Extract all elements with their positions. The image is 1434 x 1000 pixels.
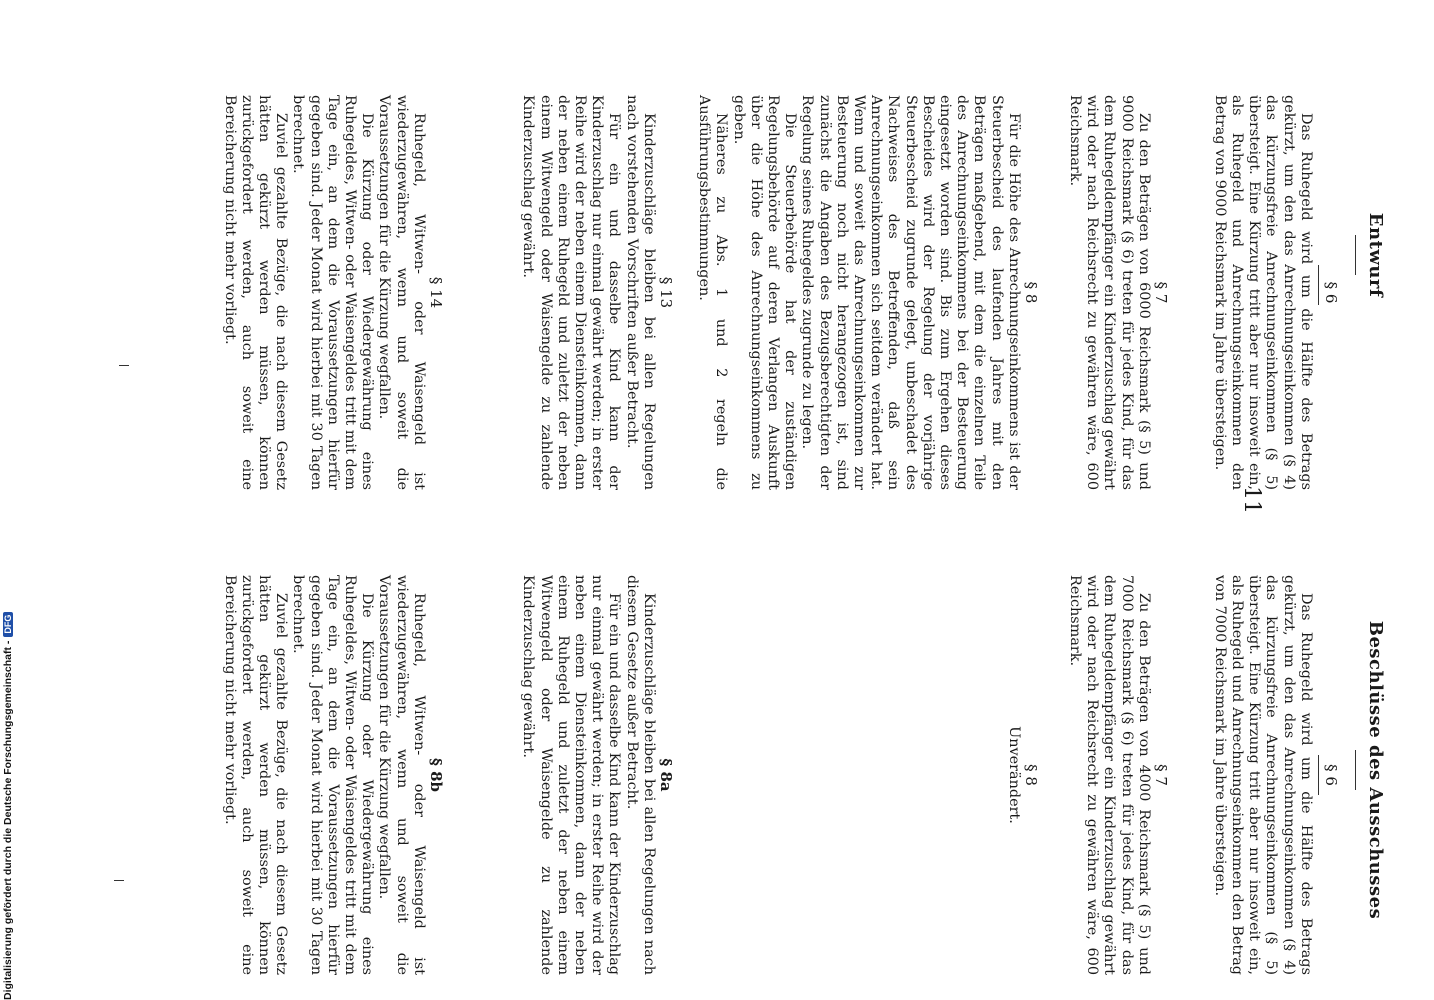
section-title: § 7 <box>1152 281 1170 304</box>
credit-text: Digitalisierung gefördert durch die Deutsche Forschungsgemeinschaft - <box>2 640 14 1000</box>
section-rule <box>1318 265 1319 305</box>
right-section-8 <box>1005 575 1039 975</box>
section-title: § 8b <box>427 758 445 792</box>
section-title: § 6 <box>1322 764 1340 786</box>
right-column-header: Beschlüsse des Ausschusses <box>1365 620 1386 920</box>
section-title: § 13 <box>657 276 675 309</box>
left-section-8 <box>695 95 1039 490</box>
section-text: Zu den Beträgen von 4000 Reichsmark (§ 5) und 7000 Reichsmark (§ 6) treten für jedes Kind, für das dem Ruhegeldempfänger ein Kinderzuschlag gewährt wird oder nach Reichsrecht zu gewähren wäre, 600 Reichsmark. <box>1066 575 1152 975</box>
section-paragraph: Die Steuerbehörde hat der zuständigen Regelungsbehörde auf deren Verlangen Auskunft über die Höhe des Anrechnungseinkommens zu geben. <box>730 95 799 490</box>
section-paragraph: Die Kürzung oder Wiedergewährung eines Ruhegeldes, Witwen- oder Waisengeldes tritt mit dem Tage ein, an dem die Voraussetzungen hierfür gegeben sind. Jeder Monat wird hierbei mit 30 Tagen berechnet. <box>290 95 376 490</box>
left-section-14 <box>220 95 444 490</box>
section-paragraph: Zuviel gezahlte Bezüge, die nach diesem Gesetz hätten gekürzt werden müssen, können zurückgefordert werden, auch soweit eine Bereicherung nicht mehr vorliegt. <box>221 575 290 975</box>
section-text: Das Ruhegeld wird um die Hälfte des Betrags gekürzt, um den das Anrechnungseinkommen (§ 4) das kürzungsfreie Anrechnungseinkommen (§ 5) übersteigt. Eine Kürzung tritt aber nur insoweit ein, als Ruhegeld und Anrechnungseinkommen den Betrag von 7000 Reichsmark im Jahre übersteigen. <box>1211 575 1314 975</box>
section-title: § 8a <box>657 758 675 792</box>
right-section-7 <box>1066 575 1169 975</box>
section-paragraph: Zuviel gezahlte Bezüge, die nach diesem Gesetz hätten gekürzt werden müssen, können zurückgefordert werden, auch soweit eine Bereicherung nicht mehr vorliegt. <box>221 95 290 490</box>
header-rule-right <box>1355 750 1356 790</box>
section-title: § 6 <box>1322 281 1340 304</box>
left-column-header: Entwurf <box>1365 212 1386 298</box>
digitization-credit <box>2 0 18 1000</box>
left-section-7 <box>1066 95 1169 490</box>
header-rule-left <box>1355 235 1356 275</box>
section-rule <box>1318 755 1319 795</box>
section-paragraph: Näheres zu Abs. 1 und 2 regeln die Ausführungsbestimmungen. <box>696 95 730 490</box>
section-paragraph: Ruhegeld, Witwen- oder Waisengeld ist wiederzugewähren, wenn und soweit die Voraussetzungen für die Kürzung wegfallen. <box>376 95 427 490</box>
dfg-logo: DFG <box>3 612 13 637</box>
section-paragraph: Kinderzuschläge bleiben bei allen Regelungen nach diesem Gesetze außer Betracht. <box>623 575 657 975</box>
section-title: § 8 <box>1022 764 1040 786</box>
margin-mark <box>114 880 124 881</box>
margin-mark <box>119 365 129 366</box>
section-title: § 8 <box>1022 281 1040 304</box>
left-section-6 <box>1211 95 1339 490</box>
right-section-6 <box>1211 575 1339 975</box>
right-section-8b <box>220 575 444 975</box>
section-paragraph: Kinderzuschläge bleiben bei allen Regelungen nach vorstehenden Vorschriften außer Betracht. <box>623 95 657 490</box>
left-section-13 <box>519 95 674 490</box>
section-paragraph: Für die Höhe des Anrechnungseinkommens ist der Steuerbescheid des laufenden Jahres mit den Beträgen maßgebend, mit dem die einzelnen Teile des Anrechnungseinkommens bei der Besteuerung eingesetzt worden sind. Bis zum Ergehen dieses Bescheides wird der Regelung der vorjährige Steuerbescheid zugrunde gelegt, unbeschadet des Nachweises des Betreffenden, daß sein Anrechnungseinkommen sich seitdem verändert hat. Wenn und soweit das Anrechnungseinkommen zur Besteuerung noch nicht herangezogen ist, sind zunächst die Angaben des Bezugsberechtigten der Regelung seines Ruhegeldes zugrunde zu legen. <box>799 95 1022 490</box>
right-section-8a <box>519 575 674 975</box>
section-paragraph: Ruhegeld, Witwen- oder Waisengeld ist wiederzugewähren, wenn und soweit die Voraussetzungen für die Kürzung wegfallen. <box>376 575 427 975</box>
section-title: § 7 <box>1152 764 1170 786</box>
section-paragraph: Für ein und dasselbe Kind kann der Kinderzuschlag nur einmal gewährt werden; in erster Reihe wird der neben einem Diensteinkommen, dann der neben einem Ruhegeld und zuletzt der neben einem Witwengeld oder Waisengelde zu zahlende Kinderzuschlag gewährt. <box>520 95 623 490</box>
section-text: Das Ruhegeld wird um die Hälfte des Betrags gekürzt, um den das Anrechnungseinkommen (§ 4) das kürzungsfreie Anrechnungseinkommen (§ 5) übersteigt. Eine Kürzung tritt aber nur insoweit ein, als Ruhegeld und Anrechnungseinkommen den Betrag von 9000 Reichsmark im Jahre übersteigen. <box>1211 95 1314 490</box>
page-number: 11 <box>1239 486 1264 514</box>
section-paragraph: Die Kürzung oder Wiedergewährung eines Ruhegeldes, Witwen- oder Waisengeldes tritt mit dem Tage ein, an dem die Voraussetzungen hierfür gegeben sind. Jeder Monat wird hierbei mit 30 Tagen berechnet. <box>290 575 376 975</box>
section-text: Unverändert. <box>1005 726 1022 824</box>
section-paragraph: Für ein und dasselbe Kind kann der Kinderzuschlag nur einmal gewährt werden; in erster Reihe wird der neben einem Diensteinkommen, dann der neben einem Ruhegeld und zuletzt der neben einem Witwengeld oder Waisengelde zu zahlende Kinderzuschlag gewährt. <box>520 575 623 975</box>
section-text: Zu den Beträgen von 6000 Reichsmark (§ 5) und 9000 Reichsmark (§ 6) treten für jedes Kind, für das dem Ruhegeldempfänger ein Kinderzuschlag gewährt wird oder nach Reichsrecht zu gewähren wäre, 600 Reichsmark. <box>1066 95 1152 490</box>
section-title: § 14 <box>427 276 445 309</box>
